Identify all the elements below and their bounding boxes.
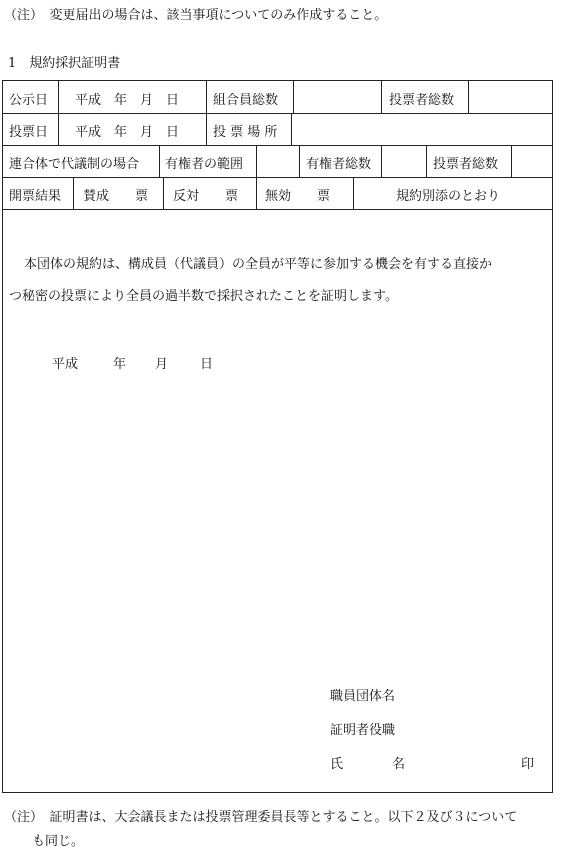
- cell-divider: [381, 145, 382, 177]
- cell-divider: [293, 81, 294, 113]
- cell-divider: [256, 145, 257, 177]
- certification-year[interactable]: 年: [113, 357, 127, 372]
- certification-era: 平成: [52, 357, 79, 372]
- cell-divider: [353, 177, 354, 209]
- certifier-name-label-given: 名: [392, 757, 406, 772]
- cell-divider: [163, 177, 164, 209]
- voting-date-label: 投票日: [9, 125, 49, 140]
- eligible-range-label: 有権者の範囲: [165, 157, 244, 172]
- certifier-name-label-surname: 氏: [330, 757, 344, 772]
- certification-statement-line2: つ秘密の投票により全員の過半数で採択されたことを証明します。: [9, 289, 398, 304]
- voting-date-field[interactable]: 平成 年 月 日: [75, 125, 180, 140]
- certification-statement-line1: 本団体の規約は、構成員（代議員）の全員が平等に参加する機会を有する直接か: [24, 257, 493, 272]
- count-result-label: 開票結果: [9, 189, 62, 204]
- cell-divider: [426, 145, 427, 177]
- certification-day[interactable]: 日: [200, 357, 214, 372]
- section-title: 1 規約採択証明書: [8, 56, 121, 71]
- attachment-note: 規約別添のとおり: [396, 189, 501, 204]
- top-note: （注） 変更届出の場合は、該当事項についてのみ作成すること。: [4, 8, 388, 23]
- cell-divider: [511, 145, 512, 177]
- cell-divider: [159, 145, 160, 177]
- row-divider: [3, 145, 552, 146]
- bottom-note-line2: も同じ。: [32, 834, 85, 849]
- cell-divider: [73, 177, 74, 209]
- cell-divider: [58, 81, 59, 145]
- cell-divider: [206, 81, 207, 145]
- certifier-position-label: 証明者役職: [330, 723, 396, 738]
- federation-label: 連合体で代議制の場合: [9, 157, 140, 172]
- total-voters-label: 投票者総数: [389, 93, 455, 108]
- cell-divider: [291, 113, 292, 145]
- certification-month[interactable]: 月: [155, 357, 169, 372]
- union-members-label: 組合員総数: [213, 93, 279, 108]
- row-divider: [3, 177, 552, 178]
- row-divider: [3, 209, 552, 210]
- invalid-votes-field[interactable]: 無効 票: [265, 189, 331, 204]
- org-name-label: 職員団体名: [330, 689, 396, 704]
- yes-votes-field[interactable]: 賛成 票: [83, 189, 149, 204]
- seal-mark: 印: [521, 757, 535, 772]
- cell-divider: [256, 177, 257, 209]
- announcement-date-field[interactable]: 平成 年 月 日: [75, 93, 180, 108]
- announcement-date-label: 公示日: [9, 93, 49, 108]
- bottom-note-line1: （注） 証明書は、大会議長または投票管理委員長等とすること。以下２及び３について: [4, 810, 518, 825]
- cell-divider: [299, 145, 300, 177]
- voting-place-label: 投 票 場 所: [213, 125, 278, 140]
- cell-divider: [468, 81, 469, 113]
- eligible-total-label: 有権者総数: [306, 157, 372, 172]
- row-divider: [3, 113, 552, 114]
- no-votes-field[interactable]: 反対 票: [173, 189, 239, 204]
- cell-divider: [381, 81, 382, 113]
- certificate-form: [2, 80, 553, 793]
- federation-voters-label: 投票者総数: [433, 157, 499, 172]
